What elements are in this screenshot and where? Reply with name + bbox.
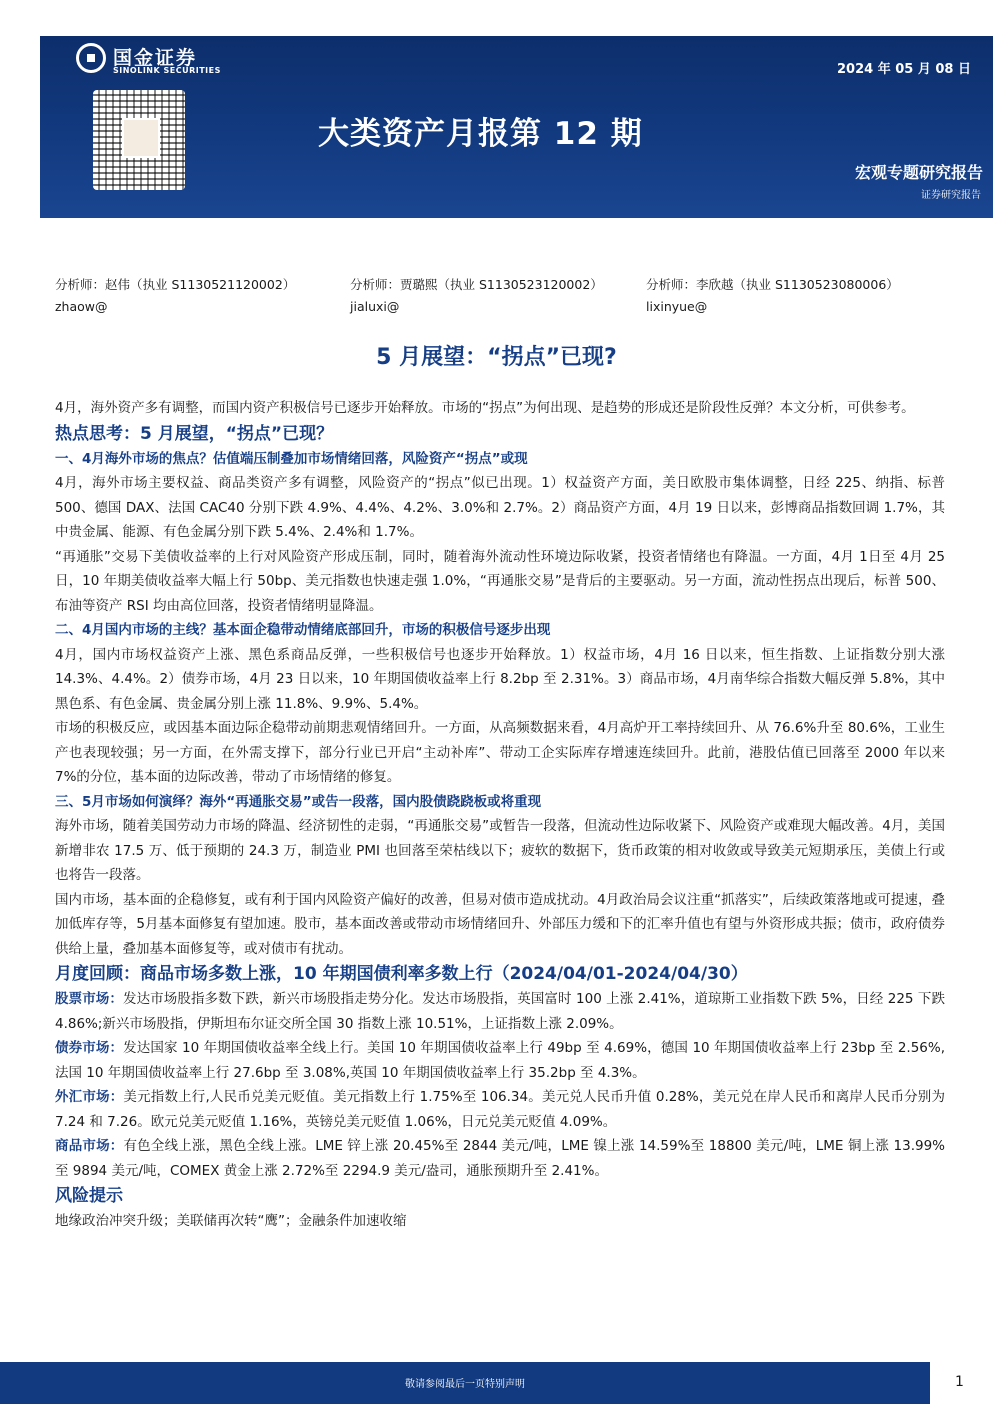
section-heading-hot-topic: 热点思考：5 月展望，“拐点”已现？ — [55, 423, 334, 444]
analyst-name: 分析师：李欣越（执业 S1130523080006） — [646, 277, 899, 292]
analyst-1 — [55, 274, 295, 318]
footer-bar — [0, 1362, 930, 1404]
analyst-name: 分析师：贾璐熙（执业 S1130523120002） — [350, 277, 603, 292]
report-title: 大类资产月报第 12 期 — [318, 116, 643, 152]
intro-paragraph: 4月，海外资产多有调整，而国内资产积极信号已逐步开始释放。市场的“拐点”为何出现、是趋势的形成还是阶段性反弹？本文分析，可供参考。 — [55, 400, 915, 416]
report-type: 宏观专题研究报告 — [854, 163, 983, 182]
paragraph: 市场的积极反应，或因基本面边际企稳带动前期悲观情绪回升。一方面，从高频数据来看，4月高炉开工率持续回升、从 76.6%升至 80.6%，工业生产也表现较强；另一方面，在外需支撑下，部分行业已开启“主动补库”、带动工企实际库存增速连续回升。此前，港股估值已回落至 2000 年以来 7%的分位，基本面的边际改善，带动了市场情绪的修复。 — [55, 720, 945, 785]
analyst-email[interactable]: zhaow@ — [55, 299, 108, 314]
page-number: 1 — [955, 1374, 964, 1390]
risk-text: 地缘政治冲突升级；美联储再次转“鹰”；金融条件加速收缩 — [55, 1213, 407, 1229]
logo-text-cn: 国金证券 — [113, 47, 198, 69]
analyst-email[interactable]: jialuxi@ — [350, 299, 400, 314]
report-body — [55, 396, 945, 1234]
footer-disclaimer-link: 敬请参阅最后一页特别声明 — [405, 1379, 525, 1390]
paragraph: 海外市场，随着美国劳动力市场的降温、经济韧性的走弱，“再通胀交易”或暂告一段落，但流动性边际收紧下、风险资产或难现大幅改善。4月，美国新增非农 17.5 万、低于预期的 24.3 万，制造业 PMI 也回落至荣枯线以下；疲软的数据下，货币政策的相对收敛或导致美元短期承压，美债上行或也将告一段落。 — [55, 818, 945, 883]
review-fx — [55, 1085, 945, 1134]
review-text: 发达国家 10 年期国债收益率全线上行。美国 10 年期国债收益率上行 49bp 至 4.69%，德国 10 年期国债收益率上行 23bp 至 2.56%,法国 10 年期国债收益率上行 27.6bp 至 3.08%,英国 10 年期国债收益率上行 35.2bp 至 4.3%。 — [55, 1040, 946, 1081]
paragraph: 4月，国内市场权益资产上涨、黑色系商品反弹，一些积极信号也逐步开始释放。1）权益市场，4月 16 日以来，恒生指数、上证指数分别大涨 14.3%、4.4%。2）债券市场，4月 23 日以来，10 年期国债收益率上行 8.2bp 至 2.31%。3）商品市场，4月南华综合指数大幅反弹 5.8%，其中黑色系、有色金属、贵金属分别上涨 11.8%、9.9%、5.4%。 — [55, 646, 945, 712]
section-heading-risk: 风险提示 — [55, 1186, 123, 1206]
paragraph: 4月，海外市场主要权益、商品类资产多有调整，风险资产的“拐点”似已出现。1）权益资产方面，美日欧股市集体调整，日经 225、纳指、标普 500、德国 DAX、法国 CAC40 分别下跌 4.9%、4.4%、4.2%、3.0%和 2.7%。2）商品资产方面，4月 19 日以来，彭博商品指数回调 1.7%，其中贵金属、能源、有色金属分别下跌 5.4%、2.4%和 1.7%。 — [55, 475, 945, 540]
review-label: 商品市场： — [55, 1138, 124, 1154]
subheading-1: 一、4月海外市场的焦点？估值端压制叠加市场情绪回落，风险资产“拐点”或现 — [55, 450, 528, 467]
subheading-3: 三、5月市场如何演绎？海外“再通胀交易”或告一段落，国内股债跷跷板或将重现 — [55, 793, 542, 810]
review-text: 有色全线上涨，黑色全线上涨。LME 锌上涨 20.45%至 2844 美元/吨，LME 镍上涨 14.59%至 18800 美元/吨，LME 铜上涨 13.99%至 9894 美元/吨，COMEX 黄金上涨 2.72%至 2294.9 美元/盎司，通胀预期升至 2.41%。 — [55, 1138, 945, 1179]
review-text: 美元指数上行,人民币兑美元贬值。美元指数上行 1.75%至 106.34。美元兑人民币升值 0.28%，美元兑在岸人民币和离岸人民币分别为 7.24 和 7.26。欧元兑美元贬值 1.16%，英镑兑美元贬值 1.06%，日元兑美元贬值 4.09%。 — [55, 1089, 945, 1130]
review-text: 发达市场股指多数下跌，新兴市场股指走势分化。发达市场股指，英国富时 100 上涨 2.41%，道琼斯工业指数下跌 5%，日经 225 下跌 4.86%;新兴市场股指，伊斯坦布尔证交所全国 30 指数上涨 10.51%，上证指数上涨 2.09%。 — [55, 991, 945, 1032]
paragraph: 国内市场，基本面的企稳修复，或有利于国内风险资产偏好的改善，但易对债市造成扰动。4月政治局会议注重“抓落实”，后续政策落地或可提速，叠加低库存等，5月基本面修复有望加速。股市，基本面改善或带动市场情绪回升、外部压力缓和下的汇率升值也有望与外资形成共振；债市，政府债券供给上量，叠加基本面修复等，或对债市有扰动。 — [55, 891, 945, 957]
analyst-3 — [646, 274, 899, 318]
review-commodity — [55, 1134, 945, 1183]
qr-center-logo — [122, 118, 160, 158]
paragraph: “再通胀”交易下美债收益率的上行对风险资产形成压制，同时，随着海外流动性环境边际收紧，投资者情绪也有降温。一方面，4月 1日至 4月 25 日，10 年期美债收益率大幅上行 50bp、美元指数也快速走强 1.0%，“再通胀交易”是背后的主要驱动。另一方面，流动性拐点出现后，标普 500、布油等资产 RSI 均由高位回落，投资者情绪明显降温。 — [55, 548, 945, 614]
subheading-2: 二、4月国内市场的主线？基本面企稳带动情绪底部回升，市场的积极信号逐步出现 — [55, 622, 551, 638]
main-title: 5 月展望：“拐点”已现? — [376, 345, 617, 370]
review-label: 股票市场： — [55, 991, 123, 1007]
analyst-2 — [350, 274, 603, 318]
logo-text-en: SINOLINK SECURITIES — [113, 66, 221, 75]
section-heading-monthly-review: 月度回顾：商品市场多数上涨，10 年期国债利率多数上行（2024/04/01-2024/04/30） — [55, 964, 748, 984]
review-bond — [55, 1036, 945, 1085]
review-label: 外汇市场： — [55, 1089, 124, 1105]
review-stock — [55, 987, 945, 1036]
sinolink-logo-icon — [76, 43, 106, 73]
review-label: 债券市场： — [55, 1040, 124, 1056]
analyst-name: 分析师：赵伟（执业 S1130521120002） — [55, 277, 296, 292]
analyst-email[interactable]: lixinyue@ — [646, 299, 708, 314]
report-date: 2024 年 05 月 08 日 — [837, 62, 971, 77]
report-subtype: 证券研究报告 — [921, 190, 981, 201]
